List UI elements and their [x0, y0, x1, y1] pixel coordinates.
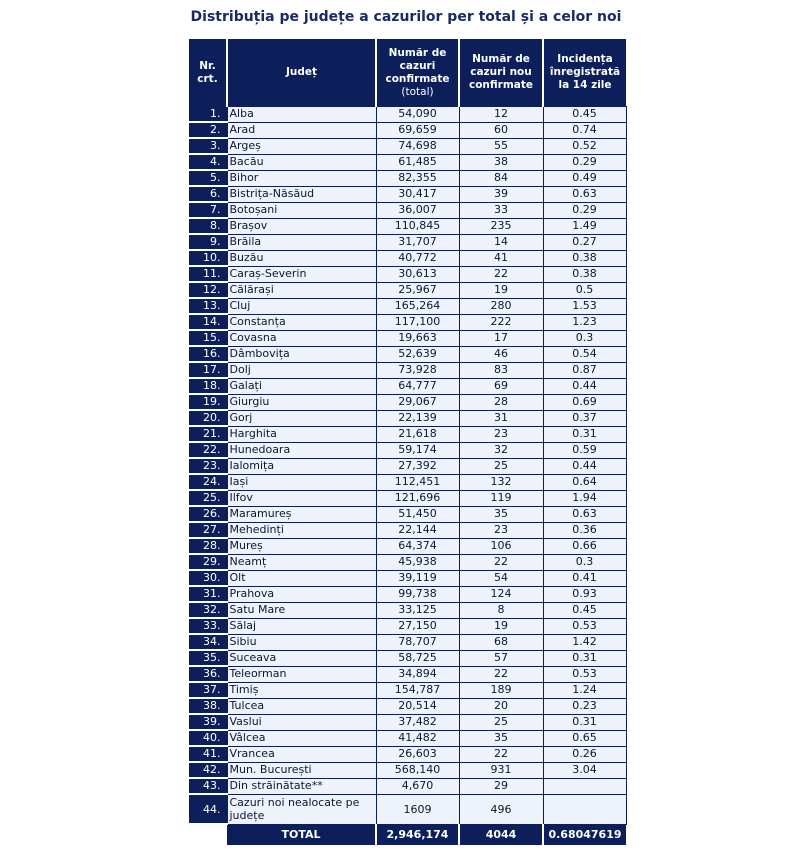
total-cases: 64,777: [376, 378, 459, 394]
table-row: [189, 170, 626, 186]
row-number: 13.: [189, 298, 227, 314]
table-row: [189, 714, 626, 730]
total-cases: 45,938: [376, 554, 459, 570]
new-cases: 22: [459, 266, 543, 282]
row-number: 1.: [189, 107, 227, 123]
new-cases: 35: [459, 506, 543, 522]
county-name: Suceava: [227, 650, 376, 666]
total-cases: 58,725: [376, 650, 459, 666]
total-cases: 54,090: [376, 107, 459, 123]
incidence: 0.3: [543, 554, 626, 570]
new-cases: 25: [459, 458, 543, 474]
total-cases: 78,707: [376, 634, 459, 650]
header-nr: Nr. crt.: [189, 39, 227, 107]
incidence: 0.93: [543, 586, 626, 602]
total-cases: 112,451: [376, 474, 459, 490]
county-name: Argeș: [227, 138, 376, 154]
incidence: 0.41: [543, 570, 626, 586]
table-row: [189, 650, 626, 666]
row-number: 37.: [189, 682, 227, 698]
incidence: 3.04: [543, 762, 626, 778]
incidence: 0.64: [543, 474, 626, 490]
table-row: [189, 698, 626, 714]
total-cases: 19,663: [376, 330, 459, 346]
incidence: 1.23: [543, 314, 626, 330]
row-number: 34.: [189, 634, 227, 650]
total-cases: 110,845: [376, 218, 459, 234]
table-row: [189, 410, 626, 426]
new-cases: 22: [459, 666, 543, 682]
total-cases: 22,139: [376, 410, 459, 426]
total-cases: 568,140: [376, 762, 459, 778]
new-cases: 280: [459, 298, 543, 314]
county-name: Dolj: [227, 362, 376, 378]
county-name: Gorj: [227, 410, 376, 426]
incidence: 0.36: [543, 522, 626, 538]
new-cases: 55: [459, 138, 543, 154]
table-row: [189, 778, 626, 794]
row-number: 26.: [189, 506, 227, 522]
row-number: 18.: [189, 378, 227, 394]
total-cases: 99,738: [376, 586, 459, 602]
incidence: [543, 794, 626, 824]
new-cases: 106: [459, 538, 543, 554]
row-number: 5.: [189, 170, 227, 186]
row-number: 10.: [189, 250, 227, 266]
total-cases: 39,119: [376, 570, 459, 586]
new-cases: 19: [459, 618, 543, 634]
new-cases: 124: [459, 586, 543, 602]
county-name: Sibiu: [227, 634, 376, 650]
total-cases: 59,174: [376, 442, 459, 458]
table-row: [189, 186, 626, 202]
row-number: 6.: [189, 186, 227, 202]
new-cases: 22: [459, 746, 543, 762]
new-cases: 38: [459, 154, 543, 170]
table-row: [189, 122, 626, 138]
table-row: [189, 138, 626, 154]
incidence: 0.37: [543, 410, 626, 426]
row-number: 42.: [189, 762, 227, 778]
new-cases: 496: [459, 794, 543, 824]
new-cases: 25: [459, 714, 543, 730]
total-cases: 165,264: [376, 298, 459, 314]
table-row: [189, 346, 626, 362]
table-row: [189, 618, 626, 634]
table-row: [189, 666, 626, 682]
table-row: [189, 570, 626, 586]
total-incidence: 0.68047619: [543, 824, 626, 845]
row-number: 22.: [189, 442, 227, 458]
incidence: 0.53: [543, 666, 626, 682]
row-number: 21.: [189, 426, 227, 442]
county-name: Vrancea: [227, 746, 376, 762]
incidence: 0.45: [543, 107, 626, 123]
total-cases: 51,450: [376, 506, 459, 522]
new-cases: 54: [459, 570, 543, 586]
new-cases: 29: [459, 778, 543, 794]
table-row: [189, 234, 626, 250]
row-number: 30.: [189, 570, 227, 586]
total-cases: 27,392: [376, 458, 459, 474]
county-name: Neamț: [227, 554, 376, 570]
new-cases: 931: [459, 762, 543, 778]
county-name: Cluj: [227, 298, 376, 314]
total-cases: 1609: [376, 794, 459, 824]
incidence: 0.74: [543, 122, 626, 138]
incidence: 0.53: [543, 618, 626, 634]
total-cases: 69,659: [376, 122, 459, 138]
new-cases: 132: [459, 474, 543, 490]
county-name: Dâmbovița: [227, 346, 376, 362]
total-cases: 33,125: [376, 602, 459, 618]
table-row: [189, 506, 626, 522]
incidence: 1.49: [543, 218, 626, 234]
county-name: Prahova: [227, 586, 376, 602]
county-name: Harghita: [227, 426, 376, 442]
incidence: 0.52: [543, 138, 626, 154]
total-cases: 27,150: [376, 618, 459, 634]
total-cases: 30,613: [376, 266, 459, 282]
new-cases: 14: [459, 234, 543, 250]
row-number: 44.: [189, 794, 227, 824]
total-cases: 52,639: [376, 346, 459, 362]
county-name: Din străinătate**: [227, 778, 376, 794]
row-number: 36.: [189, 666, 227, 682]
new-cases: 33: [459, 202, 543, 218]
new-cases: 57: [459, 650, 543, 666]
table-row: [189, 154, 626, 170]
table-row: [189, 538, 626, 554]
table-row: [189, 490, 626, 506]
new-cases: 235: [459, 218, 543, 234]
incidence: 0.31: [543, 650, 626, 666]
new-cases: 17: [459, 330, 543, 346]
county-name: Tulcea: [227, 698, 376, 714]
table-row: [189, 554, 626, 570]
new-cases: 8: [459, 602, 543, 618]
total-cases: 21,618: [376, 426, 459, 442]
total-cases: 61,485: [376, 154, 459, 170]
table-row: [189, 426, 626, 442]
row-number: 28.: [189, 538, 227, 554]
incidence: 0.65: [543, 730, 626, 746]
new-cases: 23: [459, 522, 543, 538]
row-number: 24.: [189, 474, 227, 490]
new-cases: 69: [459, 378, 543, 394]
row-number: 9.: [189, 234, 227, 250]
row-number: 35.: [189, 650, 227, 666]
row-number: 7.: [189, 202, 227, 218]
table-row: [189, 458, 626, 474]
table-row: [189, 522, 626, 538]
incidence: 0.29: [543, 202, 626, 218]
incidence: 0.27: [543, 234, 626, 250]
total-cases: 34,894: [376, 666, 459, 682]
table-row: [189, 634, 626, 650]
county-cases-table: [189, 39, 627, 845]
row-number: 16.: [189, 346, 227, 362]
new-cases: 60: [459, 122, 543, 138]
total-cases: 117,100: [376, 314, 459, 330]
county-name: Teleorman: [227, 666, 376, 682]
total-cases: 22,144: [376, 522, 459, 538]
table-row: [189, 762, 626, 778]
total-cases: 73,928: [376, 362, 459, 378]
county-name: Ilfov: [227, 490, 376, 506]
row-number: 2.: [189, 122, 227, 138]
row-number: 23.: [189, 458, 227, 474]
county-name: Maramureș: [227, 506, 376, 522]
incidence: 0.63: [543, 186, 626, 202]
row-number: 3.: [189, 138, 227, 154]
new-cases: 189: [459, 682, 543, 698]
incidence: 0.31: [543, 714, 626, 730]
row-number: 4.: [189, 154, 227, 170]
table-row: [189, 746, 626, 762]
table-row: [189, 107, 626, 123]
row-number: 14.: [189, 314, 227, 330]
incidence: 0.87: [543, 362, 626, 378]
total-cases: 26,603: [376, 746, 459, 762]
incidence: 0.63: [543, 506, 626, 522]
county-name: Iași: [227, 474, 376, 490]
table-row: [189, 218, 626, 234]
row-number: 41.: [189, 746, 227, 762]
row-number: 32.: [189, 602, 227, 618]
county-name: Arad: [227, 122, 376, 138]
county-name: Vâlcea: [227, 730, 376, 746]
county-name: Sălaj: [227, 618, 376, 634]
incidence: 0.23: [543, 698, 626, 714]
total-cases: 30,417: [376, 186, 459, 202]
incidence: 0.59: [543, 442, 626, 458]
table-row: [189, 442, 626, 458]
total-cases: 41,482: [376, 730, 459, 746]
table-row: [189, 730, 626, 746]
row-number: 39.: [189, 714, 227, 730]
row-number: 27.: [189, 522, 227, 538]
county-name: Mun. București: [227, 762, 376, 778]
incidence: 0.69: [543, 394, 626, 410]
row-number: 33.: [189, 618, 227, 634]
new-cases: 84: [459, 170, 543, 186]
table-row: [189, 266, 626, 282]
table-row: [189, 682, 626, 698]
new-cases: 222: [459, 314, 543, 330]
county-name: Brașov: [227, 218, 376, 234]
header-total: [376, 39, 459, 107]
new-cases: 119: [459, 490, 543, 506]
county-name: Mureș: [227, 538, 376, 554]
row-number: 43.: [189, 778, 227, 794]
county-name: Hunedoara: [227, 442, 376, 458]
county-name: Galați: [227, 378, 376, 394]
table-row: [189, 282, 626, 298]
new-cases: 23: [459, 426, 543, 442]
table-row: [189, 794, 626, 824]
row-number: 40.: [189, 730, 227, 746]
county-name: Bihor: [227, 170, 376, 186]
new-cases: 20: [459, 698, 543, 714]
total-cases: 40,772: [376, 250, 459, 266]
total-cases: 25,967: [376, 282, 459, 298]
incidence: 0.49: [543, 170, 626, 186]
incidence: [543, 778, 626, 794]
table-row: [189, 362, 626, 378]
incidence: 0.5: [543, 282, 626, 298]
total-cases: 2,946,174: [376, 824, 459, 845]
incidence: 0.38: [543, 266, 626, 282]
row-number: 29.: [189, 554, 227, 570]
row-number: 11.: [189, 266, 227, 282]
incidence: 0.29: [543, 154, 626, 170]
table-row: [189, 330, 626, 346]
new-cases: 39: [459, 186, 543, 202]
total-new-cases: 4044: [459, 824, 543, 845]
table-row: [189, 586, 626, 602]
incidence: 0.44: [543, 458, 626, 474]
row-number: 20.: [189, 410, 227, 426]
row-number: 25.: [189, 490, 227, 506]
table-row: [189, 250, 626, 266]
total-cases: 154,787: [376, 682, 459, 698]
new-cases: 28: [459, 394, 543, 410]
incidence: 1.53: [543, 298, 626, 314]
row-number: 17.: [189, 362, 227, 378]
total-cases: 37,482: [376, 714, 459, 730]
new-cases: 68: [459, 634, 543, 650]
total-blank-cell: [189, 824, 227, 845]
header-incidence: Incidența înregistrată la 14 zile: [543, 39, 626, 107]
total-cases: 64,374: [376, 538, 459, 554]
table-row: [189, 202, 626, 218]
table-header-row: [189, 39, 626, 107]
row-number: 8.: [189, 218, 227, 234]
county-name: Giurgiu: [227, 394, 376, 410]
incidence: 0.26: [543, 746, 626, 762]
header-new: Număr de cazuri nou confirmate: [459, 39, 543, 107]
new-cases: 19: [459, 282, 543, 298]
table-row: [189, 474, 626, 490]
county-name: Ialomița: [227, 458, 376, 474]
total-cases: 121,696: [376, 490, 459, 506]
county-name: Bistrița-Năsăud: [227, 186, 376, 202]
new-cases: 41: [459, 250, 543, 266]
total-row: [189, 824, 626, 845]
row-number: 31.: [189, 586, 227, 602]
county-name: Cazuri noi nealocate pe județe: [227, 794, 376, 824]
new-cases: 35: [459, 730, 543, 746]
new-cases: 12: [459, 107, 543, 123]
new-cases: 22: [459, 554, 543, 570]
row-number: 12.: [189, 282, 227, 298]
incidence: 0.45: [543, 602, 626, 618]
new-cases: 83: [459, 362, 543, 378]
county-name: Vaslui: [227, 714, 376, 730]
table-row: [189, 602, 626, 618]
total-cases: 29,067: [376, 394, 459, 410]
table-row: [189, 314, 626, 330]
incidence: 1.24: [543, 682, 626, 698]
total-cases: 31,707: [376, 234, 459, 250]
table-row: [189, 394, 626, 410]
total-cases: 36,007: [376, 202, 459, 218]
incidence: 0.38: [543, 250, 626, 266]
county-name: Buzău: [227, 250, 376, 266]
incidence: 0.3: [543, 330, 626, 346]
page-title: Distribuția pe județe a cazurilor per total și a celor noi: [190, 9, 622, 25]
county-name: Mehedinți: [227, 522, 376, 538]
county-name: Bacău: [227, 154, 376, 170]
new-cases: 46: [459, 346, 543, 362]
total-cases: 4,670: [376, 778, 459, 794]
row-number: 15.: [189, 330, 227, 346]
incidence: 1.94: [543, 490, 626, 506]
county-name: Călărași: [227, 282, 376, 298]
row-number: 38.: [189, 698, 227, 714]
county-name: Brăila: [227, 234, 376, 250]
county-name: Caraș-Severin: [227, 266, 376, 282]
county-name: Alba: [227, 107, 376, 123]
incidence: 0.44: [543, 378, 626, 394]
total-cases: 74,698: [376, 138, 459, 154]
table-body: [189, 107, 626, 825]
incidence: 1.42: [543, 634, 626, 650]
total-cases: 20,514: [376, 698, 459, 714]
total-cases: 82,355: [376, 170, 459, 186]
county-name: Timiș: [227, 682, 376, 698]
total-label: TOTAL: [227, 824, 376, 845]
table-row: [189, 378, 626, 394]
county-name: Satu Mare: [227, 602, 376, 618]
header-total-sub: (total): [401, 85, 434, 98]
county-name: Constanța: [227, 314, 376, 330]
county-name: Olt: [227, 570, 376, 586]
incidence: 0.66: [543, 538, 626, 554]
header-total-label: Număr de cazuri confirmate: [385, 46, 450, 85]
incidence: 0.31: [543, 426, 626, 442]
new-cases: 31: [459, 410, 543, 426]
incidence: 0.54: [543, 346, 626, 362]
table-row: [189, 298, 626, 314]
county-name: Botoșani: [227, 202, 376, 218]
row-number: 19.: [189, 394, 227, 410]
header-judet: Județ: [227, 39, 376, 107]
county-name: Covasna: [227, 330, 376, 346]
new-cases: 32: [459, 442, 543, 458]
